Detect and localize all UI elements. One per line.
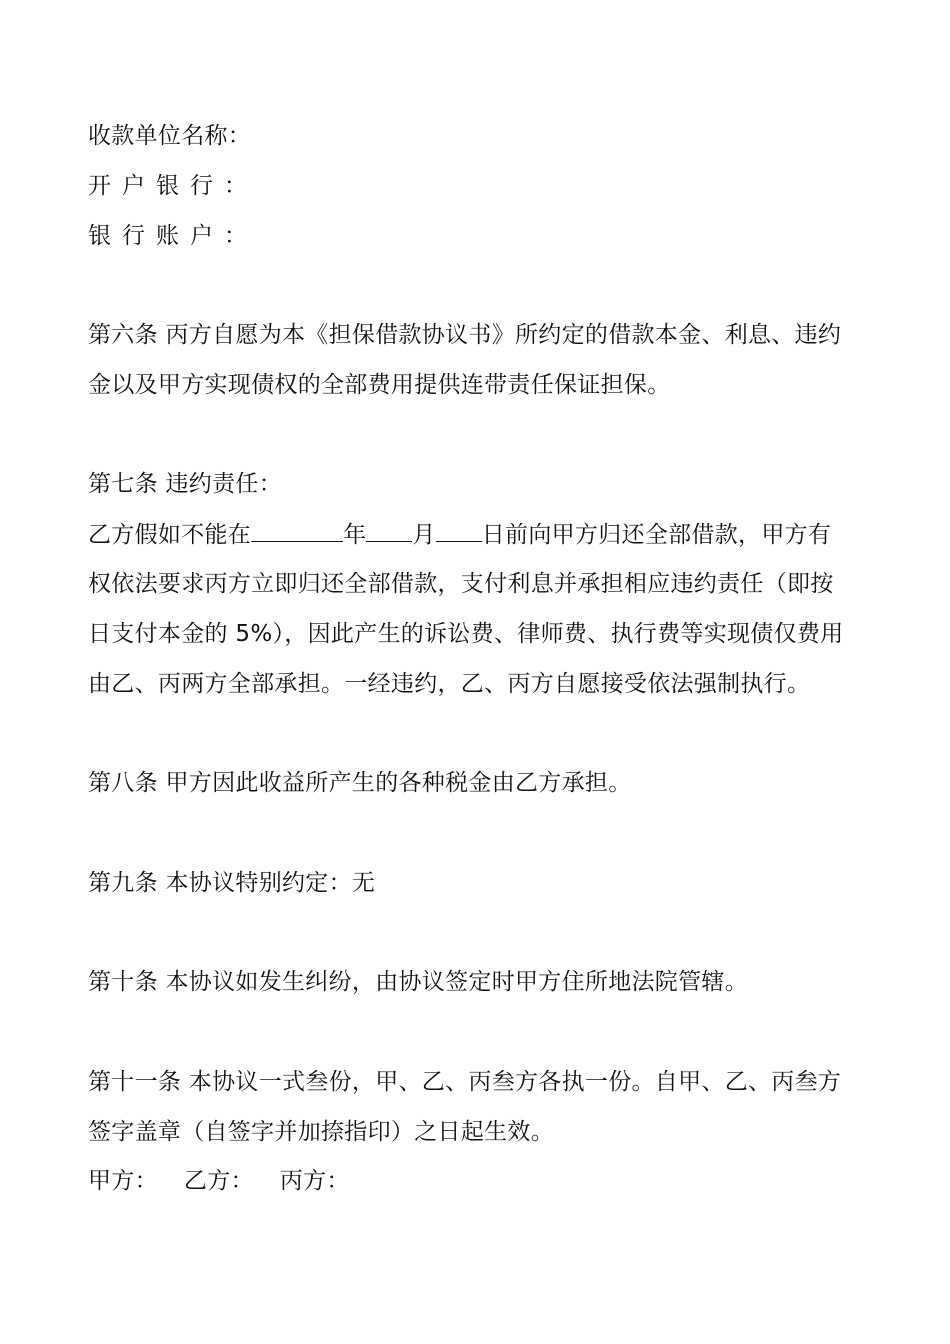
- article7-line4: 由乙、丙两方全部承担。一经违约，乙、丙方自愿接受依法强制执行。: [88, 671, 811, 697]
- article8-line1: 第八条 甲方因此收益所产生的各种税金由乙方承担。: [88, 770, 632, 796]
- article7-month: 月: [412, 522, 436, 548]
- article10-line1: 第十条 本协议如发生纠纷，由协议签定时甲方住所地法院管辖。: [88, 969, 749, 995]
- article7-line3: 日支付本金的 5%），因此产生的诉讼费、律师费、执行费等实现债仅费用: [88, 621, 844, 647]
- article6-line1: 第六条 丙方自愿为本《担保借款协议书》所约定的借款本金、利息、违约: [88, 322, 842, 348]
- article11-line1: 第十一条 本协议一式叁份，甲、乙、丙叁方各执一份。自甲、乙、丙叁方: [88, 1069, 842, 1095]
- payee-name-label: 收款单位名称：: [88, 123, 252, 149]
- party-b-label: 乙方：: [183, 1168, 254, 1194]
- article9-line1: 第九条 本协议特别约定：无: [88, 870, 376, 896]
- party-c-label: 丙方：: [279, 1168, 350, 1194]
- day-blank: [436, 519, 482, 542]
- bank-label: 开户银行：: [88, 173, 258, 199]
- article7-year: 年: [343, 522, 367, 548]
- article7-prefix: 乙方假如不能在: [88, 522, 252, 548]
- account-label: 银行账户：: [88, 223, 258, 249]
- article7-suffix: 日前向甲方归还全部借款，甲方有: [481, 522, 832, 548]
- article6-line2: 金以及甲方实现债权的全部费用提供连带责任保证担保。: [88, 372, 671, 398]
- article7-line2: 权依法要求丙方立即归还全部借款，支付利息并承担相应违约责任（即按: [88, 571, 834, 597]
- year-blank: [251, 519, 343, 542]
- signature-row: [88, 1166, 868, 1196]
- month-blank: [366, 519, 412, 542]
- article11-line2: 签字盖章（自签字并加捺指印）之日起生效。: [88, 1119, 554, 1145]
- article7-title: 第七条 违约责任：: [88, 471, 283, 497]
- article7-line1: [88, 519, 868, 550]
- party-a-label: 甲方：: [88, 1168, 158, 1194]
